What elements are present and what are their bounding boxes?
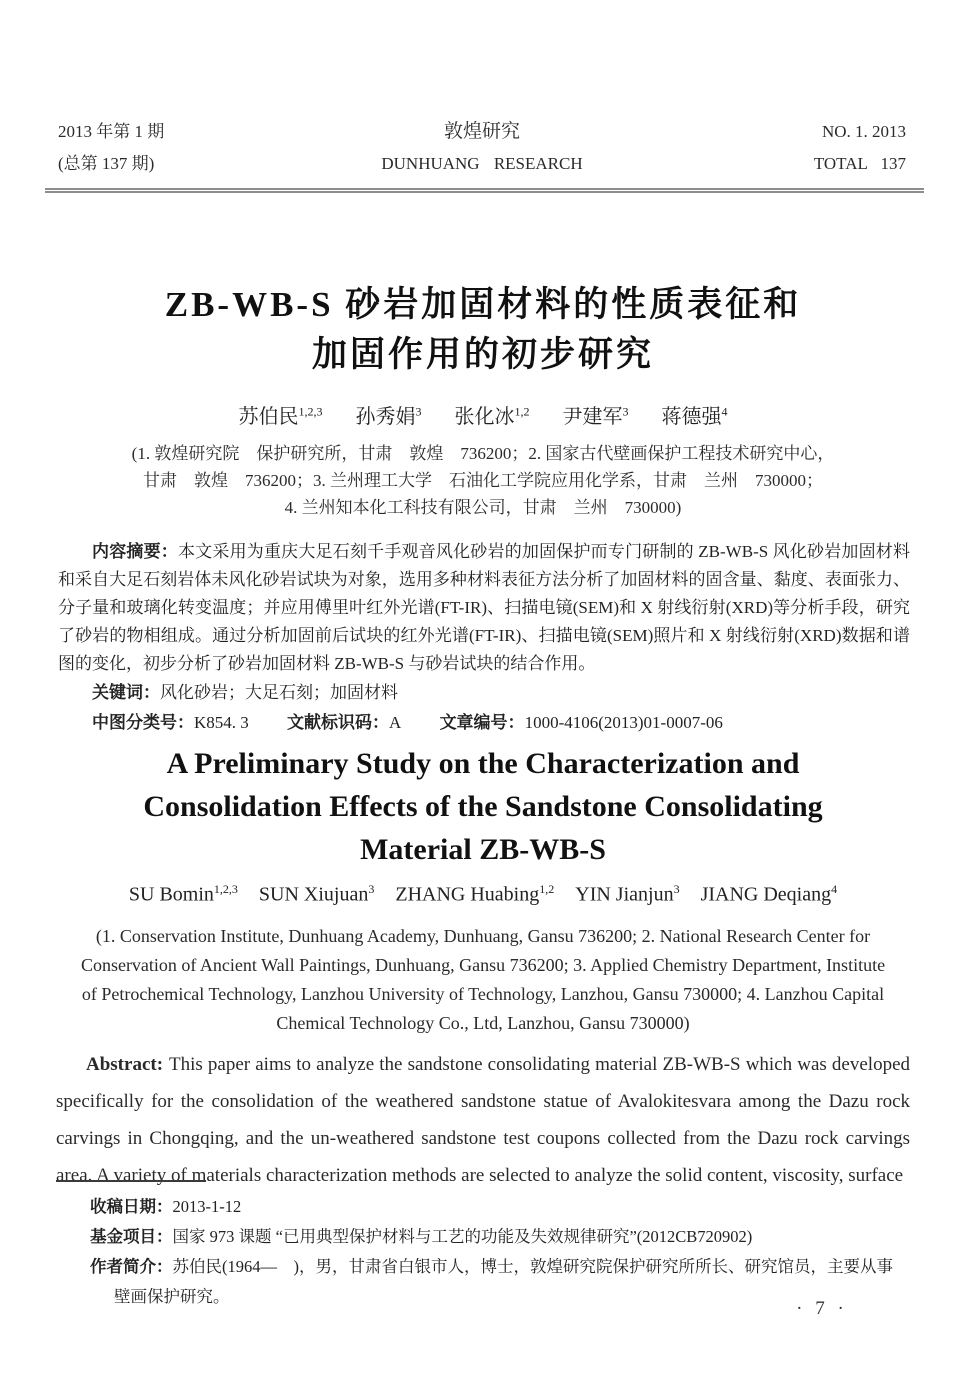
page-number: · 7 · — [796, 1298, 844, 1319]
article-title-cn — [58, 280, 908, 380]
clc-value: K854. 3 — [194, 713, 249, 732]
keywords-label: 关键词： — [92, 683, 160, 702]
article-id-pair — [440, 713, 723, 732]
keywords-text: 风化砂岩；大足石刻；加固材料 — [160, 683, 398, 702]
article-id-label: 文章编号： — [439, 713, 525, 732]
affiliation-line: of Petrochemical Technology, Lanzhou University of Technology, Lanzhou, Gansu 730000; 4. Lanzhou Capital — [81, 984, 885, 1004]
volume-cn: (总第 137 期) — [58, 154, 155, 173]
journal-title-en: DUNHUANG RESEARCH — [381, 154, 583, 173]
author-superscript: 3 — [415, 404, 422, 419]
doc-code-value: A — [389, 713, 402, 732]
doc-code-label: 文献标识码： — [287, 713, 390, 732]
footnote-fund-text: 国家 973 课题 “已用典型保护材料与工艺的功能及失效规律研究”(2012CB720902) — [172, 1227, 753, 1246]
author-superscript: 3 — [368, 882, 375, 896]
author-name: 孙秀娟 — [355, 406, 416, 428]
affiliation-line: 甘肃 敦煌 736200；3. 兰州理工大学 石油化工学院应用化学系，甘肃 兰州 730000； — [143, 471, 823, 490]
issue-en: NO. 1. 2013 — [821, 122, 906, 141]
author-superscript: 3 — [622, 404, 629, 419]
clc-label: 中图分类号： — [92, 713, 194, 732]
header-double-rule — [45, 188, 924, 193]
footnote-rule — [56, 1180, 206, 1182]
abstract-en-text: This paper aims to analyze the sandstone consolidating material ZB-WB-S which was developed specifically for the consolidation of the weathered sandstone statue of Avalokitesvara among the Dazu rock carvings in Chongqing, and the un-weathered sandstone test coupons collected from the Dazu rock carvings area. A variety of materials characterization methods are selected to analyze the solid content, viscosity, surface — [56, 1054, 910, 1186]
footnotes — [90, 1192, 908, 1311]
author-name: 张化冰 — [454, 406, 515, 428]
author-name: 苏伯民 — [238, 406, 299, 428]
header-center — [278, 116, 686, 180]
abstract-cn-label: 内容摘要： — [92, 542, 178, 561]
author-en — [129, 882, 238, 907]
classification-line — [58, 708, 910, 738]
author-en — [395, 882, 554, 907]
keywords-line — [58, 678, 910, 708]
header-left — [58, 116, 278, 180]
affiliation-line: Conservation of Ancient Wall Paintings, Dunhuang, Gansu 736200; 3. Applied Chemistry Department, Institute — [80, 955, 886, 975]
author-cn — [239, 400, 323, 429]
article-title-en-line1: A Preliminary Study on the Characterization and — [166, 747, 800, 780]
journal-title-cn: 敦煌研究 — [443, 121, 520, 142]
author-name: YIN Jianjun — [575, 883, 674, 906]
footnote-bio-text: 苏伯民(1964— )，男，甘肃省白银市人，博士，敦煌研究院保护研究所所长、研究馆员，主要从事壁画保护研究。 — [114, 1257, 893, 1306]
clc-pair — [92, 713, 249, 732]
header-right — [686, 116, 906, 180]
abstract-en — [56, 1046, 910, 1194]
affiliations-cn — [58, 440, 908, 521]
article-title-cn-line2: 加固作用的初步研究 — [311, 335, 654, 374]
article-title-cn-line1: ZB-WB-S 砂岩加固材料的性质表征和 — [164, 285, 802, 324]
total-en: TOTAL 137 — [813, 154, 906, 173]
author-en — [259, 882, 374, 907]
author-superscript: 1,2 — [539, 882, 555, 896]
author-cn — [662, 400, 728, 429]
author-en — [701, 882, 838, 907]
article-title-en-line3: Material ZB-WB-S — [360, 833, 606, 866]
issue-cn: 2013 年第 1 期 — [58, 122, 165, 141]
abstract-cn — [58, 538, 910, 678]
affiliation-line: (1. Conservation Institute, Dunhuang Academy, Dunhuang, Gansu 736200; 2. National Research Center for — [95, 926, 871, 946]
article-id-value: 1000-4106(2013)01-0007-06 — [524, 713, 723, 732]
footnote-received — [90, 1192, 908, 1222]
affiliation-line: (1. 敦煌研究院 保护研究所，甘肃 敦煌 736200；2. 国家古代壁画保护工程技术研究中心， — [131, 444, 835, 463]
author-cn — [356, 400, 422, 429]
article-title-en-line2: Consolidation Effects of the Sandstone Consolidating — [143, 790, 823, 823]
author-name: 尹建军 — [562, 406, 623, 428]
authors-en — [40, 882, 926, 907]
author-superscript: 1,2 — [514, 404, 530, 419]
author-en — [575, 882, 679, 907]
journal-header — [58, 116, 906, 180]
footnote-fund — [90, 1222, 908, 1252]
author-superscript: 4 — [721, 404, 728, 419]
footnote-received-text: 2013-1-12 — [172, 1197, 242, 1216]
article-title-en — [40, 742, 926, 871]
affiliation-line: 4. 兰州知本化工科技有限公司，甘肃 兰州 730000) — [284, 498, 682, 517]
author-cn — [563, 400, 629, 429]
footnote-received-label: 收稿日期： — [90, 1198, 173, 1216]
abstract-en-label: Abstract: — [86, 1054, 164, 1075]
author-name: 蒋德强 — [661, 406, 722, 428]
doc-code-pair — [287, 713, 401, 732]
abstract-cn-text: 本文采用为重庆大足石刻千手观音风化砂岩的加固保护而专门研制的 ZB-WB-S 风化砂岩加固材料和采自大足石刻岩体未风化砂岩试块为对象，选用多种材料表征方法分析了加固材料的固含量、黏度、表面张力、分子量和玻璃化转变温度；并应用傅里叶红外光谱(FT-IR)、扫描电镜(SEM)和 X 射线衍射(XRD)等分析手段，研究了砂岩的物相组成。通过分析加固前后试块的红外光谱(FT-IR)、扫描电镜(SEM)照片和 X 射线衍射(XRD)数据和谱图的变化，初步分析了砂岩加固材料 ZB-WB-S 与砂岩试块的结合作用。 — [58, 542, 910, 673]
author-superscript: 3 — [673, 882, 680, 896]
author-cn — [455, 400, 530, 429]
author-superscript: 1,2,3 — [298, 404, 323, 419]
author-superscript: 4 — [831, 882, 838, 896]
author-name: JIANG Deqiang — [700, 883, 832, 906]
affiliations-en — [48, 922, 918, 1038]
footnote-fund-label: 基金项目： — [90, 1228, 173, 1246]
author-name: SU Bomin — [128, 883, 214, 906]
author-superscript: 1,2,3 — [213, 882, 238, 896]
authors-cn — [58, 400, 908, 429]
author-name: SUN Xiujuan — [258, 883, 369, 906]
article-meta-cn — [58, 538, 910, 738]
footnote-bio-label: 作者简介： — [90, 1258, 173, 1276]
affiliation-line: Chemical Technology Co., Ltd, Lanzhou, Gansu 730000) — [276, 1013, 690, 1033]
author-name: ZHANG Huabing — [395, 883, 540, 906]
